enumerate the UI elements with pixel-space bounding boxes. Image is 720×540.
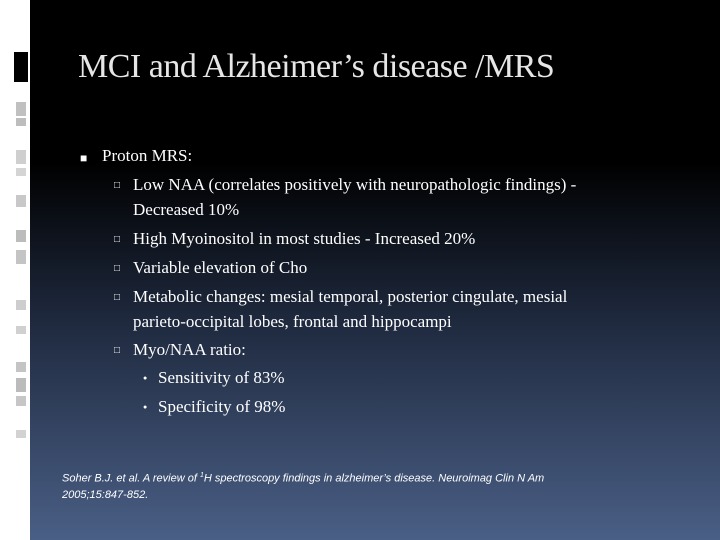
citation bbox=[62, 468, 622, 503]
bullet-myo-naa-ratio: Myo/NAA ratio: bbox=[133, 340, 246, 359]
citation-part1: Soher B.J. et al. A review of bbox=[62, 472, 200, 485]
decor-bar bbox=[16, 378, 26, 392]
decor-bar bbox=[16, 250, 26, 264]
bullet-metabolic-changes: Metabolic changes: mesial temporal, posterior cingulate, mesial bbox=[133, 287, 568, 306]
decor-bar bbox=[16, 150, 26, 164]
hollow-square-icon: □ bbox=[114, 180, 121, 191]
bullet-low-naa: Low NAA (correlates positively with neuropathologic findings) - bbox=[133, 175, 577, 194]
bullet-specificity: Specificity of 98% bbox=[158, 397, 286, 416]
bullet-sensitivity: Sensitivity of 83% bbox=[158, 368, 285, 387]
small-dot-icon: ● bbox=[143, 374, 148, 382]
filled-square-icon: ■ bbox=[80, 151, 88, 165]
bullet-variable-cho: Variable elevation of Cho bbox=[133, 258, 308, 277]
hollow-square-icon: □ bbox=[114, 345, 121, 356]
hollow-square-icon: □ bbox=[114, 292, 121, 303]
decor-bar bbox=[16, 230, 26, 242]
decor-bar bbox=[16, 300, 26, 310]
hollow-square-icon: □ bbox=[114, 263, 121, 274]
decor-bar bbox=[16, 430, 26, 438]
hollow-square-icon: □ bbox=[114, 234, 121, 245]
bullet-high-myoinositol: High Myoinositol in most studies - Increased 20% bbox=[133, 229, 476, 248]
decor-bar bbox=[16, 362, 26, 372]
decor-bar bbox=[16, 396, 26, 406]
small-dot-icon: ● bbox=[143, 403, 148, 411]
citation-part2: H spectroscopy findings in alzheimer’s disease. Neuroimag Clin N Am bbox=[203, 472, 545, 485]
decor-bar bbox=[16, 195, 26, 207]
decor-bar bbox=[16, 326, 26, 334]
slide-title: MCI and Alzheimer’s disease /MRS bbox=[78, 48, 555, 85]
decor-bar bbox=[16, 102, 26, 116]
citation-line2: 2005;15:847-852. bbox=[62, 488, 149, 501]
bullet-metabolic-changes-cont: parieto-occipital lobes, frontal and hippocampi bbox=[133, 312, 452, 331]
bullet-low-naa-cont: Decreased 10% bbox=[133, 200, 240, 219]
title-marker bbox=[14, 52, 28, 82]
citation-superscript: 1 bbox=[199, 472, 204, 479]
bullet-proton-mrs: Proton MRS: bbox=[102, 146, 193, 165]
decor-bar bbox=[16, 118, 26, 126]
decor-bar bbox=[16, 168, 26, 176]
